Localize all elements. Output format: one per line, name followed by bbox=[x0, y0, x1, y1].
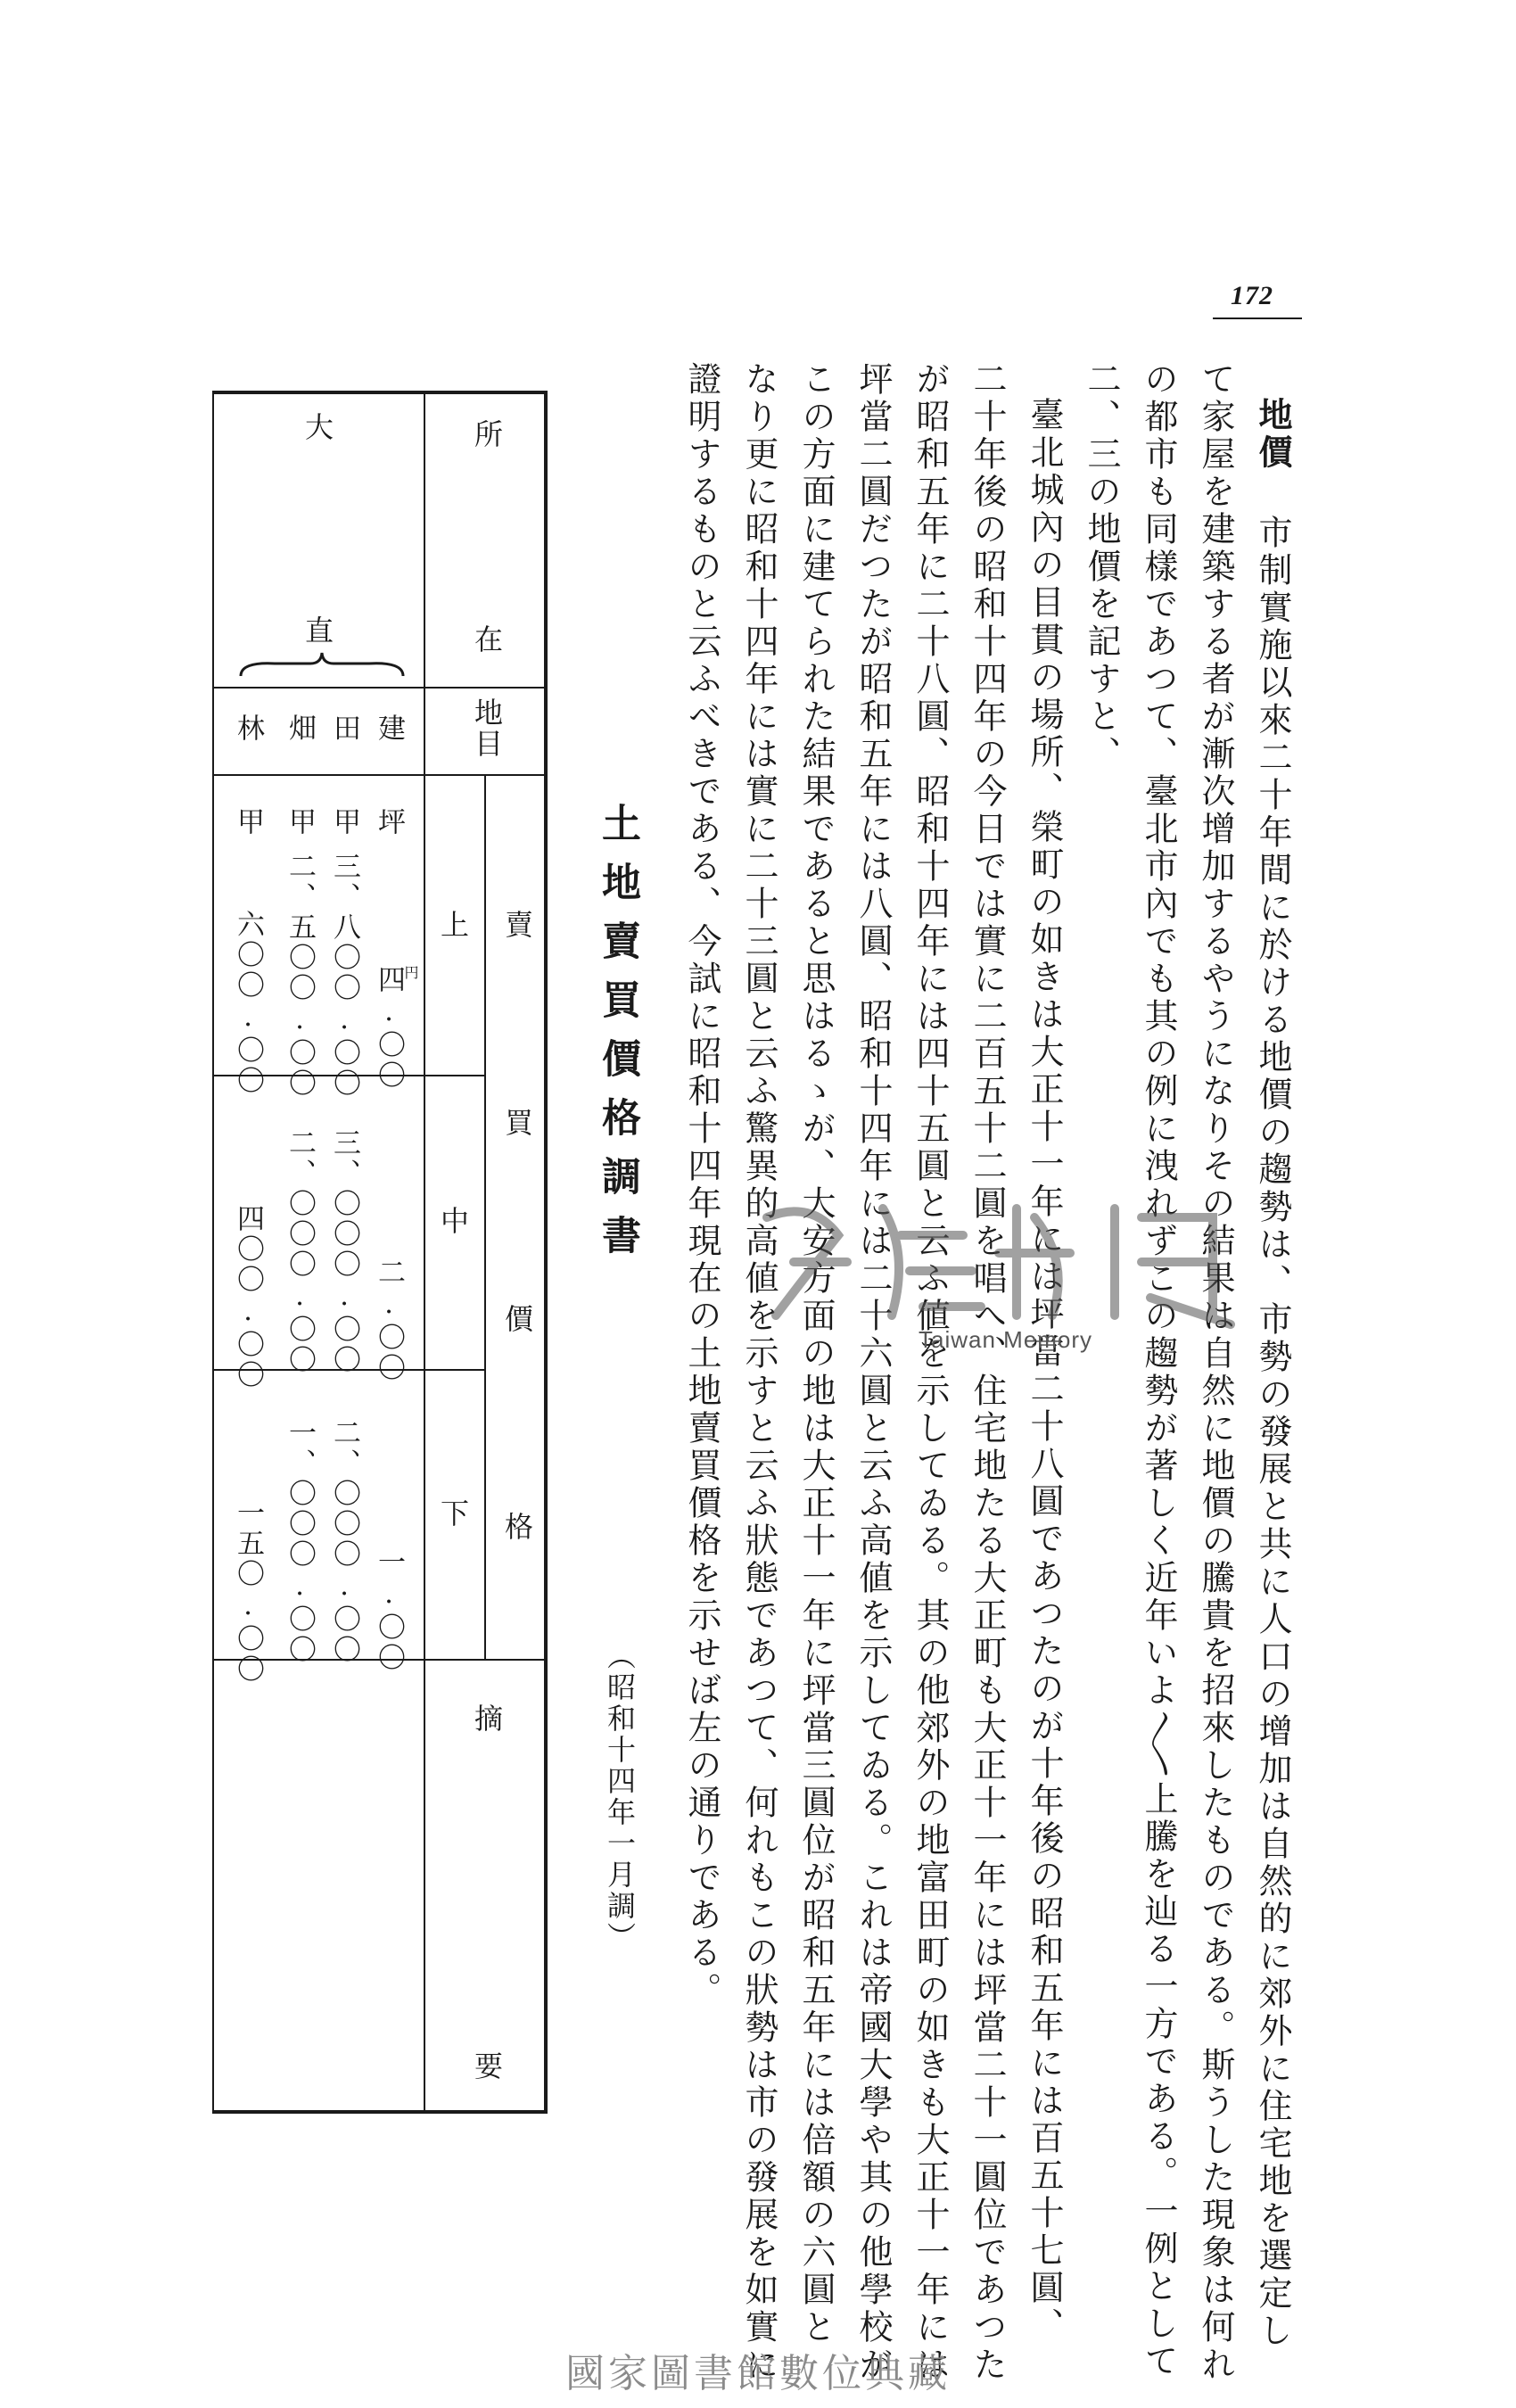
row-2-lower: 二、〇〇〇.〇〇 bbox=[328, 1418, 360, 1665]
body-column-10: なり更に昭和十四年には實に二十三圓と云ふ驚異的高値を示すと云ふ狀態であつて、何れもこの狀勢は市の發展を如實に bbox=[739, 361, 779, 2384]
header-price-1: 賣 bbox=[500, 910, 534, 941]
body-column-9: この方面に建てられた結果であると思はるゝが、大安方面の地は大正十一年に坪當三圓位が昭和五年には倍額の六圓と bbox=[796, 361, 836, 2346]
table-rule-category bbox=[212, 774, 548, 776]
row-3-middle: 二、〇〇〇.〇〇 bbox=[284, 1128, 316, 1375]
row-4-upper: 六〇〇.〇〇 bbox=[232, 910, 264, 1096]
section-heading: 地價 bbox=[1253, 397, 1293, 472]
body-column-3: の都市も同樣であつて、臺北市內でも其の例に洩れずこの趨勢が著しく近年いよ〳〵上騰を辿る一方である。一例として bbox=[1139, 361, 1178, 2380]
body-column-11: 證明するものと云ふべきである、今試に昭和十四年現在の土地賣買價格を示せば左の通りである。 bbox=[682, 361, 721, 2009]
taiwan-memory-logo-icon bbox=[731, 1182, 1266, 1342]
table-rule-header bbox=[424, 391, 425, 2112]
row-2-upper: 三、八〇〇.〇〇 bbox=[328, 852, 360, 1099]
body-column-7: が昭和五年に二十八圓、昭和十四年には四十五圓と云ふ値を示してゐる。其の他郊外の地富田町の如きも大正十一年には bbox=[910, 361, 950, 2384]
row-1-unit: 坪 bbox=[373, 807, 405, 837]
row-3-unit: 甲 bbox=[284, 807, 316, 837]
header-price-4: 格 bbox=[500, 1512, 534, 1543]
row-4-lower: 一五〇.〇〇 bbox=[232, 1498, 264, 1685]
table-rule-location bbox=[212, 687, 548, 689]
row-2-middle: 三、〇〇〇.〇〇 bbox=[328, 1128, 360, 1375]
table-border-bottom bbox=[212, 2110, 548, 2114]
page-number: 172 bbox=[1231, 281, 1273, 310]
row-3-upper: 二、五〇〇.〇〇 bbox=[284, 852, 316, 1099]
body-column-text: 市制實施以來二十年間に於ける地價の趨勢は、市勢の發展と共に人口の增加は自然的に郊外に住宅地を選定し bbox=[1253, 515, 1292, 2350]
location-name-2: 直 bbox=[301, 615, 334, 647]
table-border-left bbox=[212, 391, 214, 2112]
row-2-category: 田 bbox=[328, 713, 360, 744]
header-location-1: 所 bbox=[470, 419, 504, 450]
body-column-4: 二、三の地價を記すと、 bbox=[1082, 361, 1121, 773]
watermark-caption: Taiwan Memory bbox=[919, 1326, 1093, 1353]
header-location-2: 在 bbox=[470, 624, 504, 656]
header-upper: 上 bbox=[436, 910, 470, 941]
row-4-category: 林 bbox=[232, 713, 264, 744]
table-border-right bbox=[544, 391, 548, 2112]
row-3-category: 畑 bbox=[284, 713, 316, 744]
row-1-yen-mark: 円 bbox=[402, 965, 419, 982]
row-1-category: 建 bbox=[373, 713, 405, 744]
footer-collection-name: 國家圖書館數位典藏 bbox=[565, 2351, 951, 2396]
row-4-middle: 四〇〇.〇〇 bbox=[232, 1204, 264, 1390]
header-price-3: 價 bbox=[500, 1304, 534, 1335]
brace-icon bbox=[239, 649, 405, 681]
row-1-middle: 二.〇〇 bbox=[373, 1258, 405, 1383]
header-lower: 下 bbox=[436, 1498, 470, 1530]
table-title: 土地賣買價格調書 bbox=[595, 803, 640, 1274]
page-number-rule bbox=[1213, 317, 1302, 319]
header-middle: 中 bbox=[436, 1206, 470, 1237]
header-remarks-1: 摘 bbox=[470, 1703, 504, 1735]
body-column-8: 坪當二圓だつたが昭和五年には八圓、昭和十四年には二十六圓と云ふ高値を示してゐる。これは帝國大學や其の他學校が bbox=[853, 361, 893, 2384]
body-column-5: 臺北城內の目貫の場所、榮町の如きは大正十一年には坪當二十八圓であつたのが十年後の昭和五年には百五十七圓、 bbox=[1025, 397, 1064, 2345]
row-4-unit: 甲 bbox=[232, 807, 264, 837]
row-2-unit: 甲 bbox=[328, 807, 360, 837]
header-remarks-2: 要 bbox=[470, 2051, 504, 2082]
row-1-upper: 四.〇〇 bbox=[373, 965, 405, 1091]
table-rule-price-sub bbox=[484, 776, 486, 1659]
location-name-1: 大 bbox=[301, 412, 334, 443]
row-3-lower: 一、〇〇〇.〇〇 bbox=[284, 1418, 316, 1665]
body-column-1 bbox=[1253, 397, 1293, 2350]
row-1-lower: 一.〇〇 bbox=[373, 1547, 405, 1673]
table-border-top bbox=[212, 391, 548, 394]
body-column-2: て家屋を建築する者が漸次增加するやうになりその結果は自然に地價の騰貴を招來したものである。斯うした現象は何れ bbox=[1196, 361, 1235, 2384]
header-price-2: 買 bbox=[500, 1108, 534, 1139]
header-category: 地目 bbox=[470, 697, 504, 760]
body-column-6: 二十年後の昭和十四年の今日では實に二百五十二圓を唱へ、住宅地たる大正町も大正十一年には坪當二十一圓位であつた bbox=[968, 361, 1007, 2384]
survey-note: （昭和十四年一月調） bbox=[603, 1641, 637, 1953]
